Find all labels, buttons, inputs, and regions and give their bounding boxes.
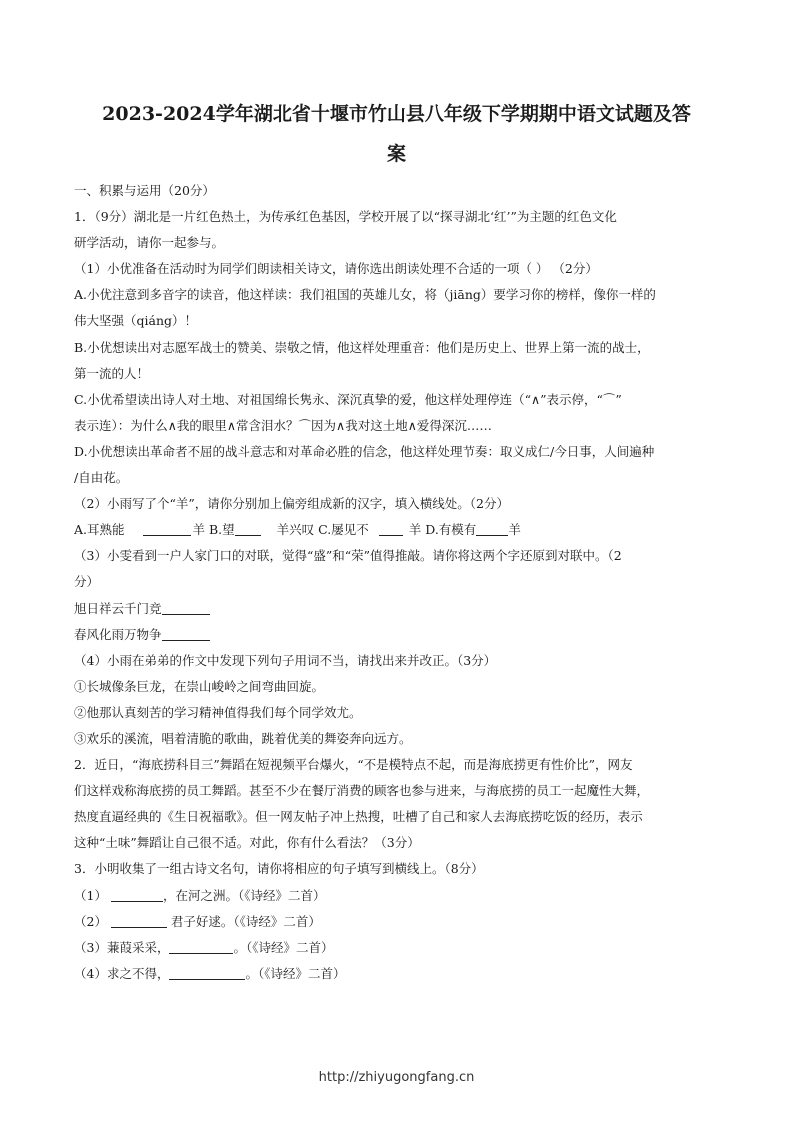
- paragraph-line: 3．小明收集了一组古诗文名句，请你将相应的句子填写到横线上。（8分）: [74, 861, 484, 877]
- answer-blank[interactable]: [111, 887, 163, 902]
- paragraph-line: 表示连）：为什么∧我的眼里∧常含泪水？⌒因为∧我对这土地∧爱得深沉……: [74, 417, 492, 433]
- paragraph-line: ①长城像条巨龙，在崇山峻岭之间弯曲回旋。: [74, 678, 325, 694]
- poem-prefix: （2）: [74, 913, 107, 929]
- option-d-char: 羊: [508, 522, 521, 538]
- poem-suffix: 君子好逑。（《诗经》二首）: [166, 913, 321, 929]
- poem-fill-line: [74, 909, 724, 935]
- option-c-char: 羊: [408, 522, 422, 538]
- poem-fill-line: [74, 883, 724, 909]
- answer-blank[interactable]: [143, 521, 191, 536]
- answer-blank[interactable]: [169, 965, 245, 980]
- poem-prefix: （4）求之不得，: [74, 965, 170, 981]
- page-title: [60, 94, 733, 174]
- document-body: [74, 178, 724, 987]
- poem-fill-line: [74, 961, 724, 987]
- option-b-text: 羊兴叹: [276, 522, 315, 538]
- paragraph-line: ②他那认真刻苦的学习精神值得我们每个同学效尤。: [74, 704, 362, 720]
- paragraph-line: B.小优想读出对志愿军战士的赞美、崇敬之情，他这样处理重音：他们是历史上、世界上第一流的战士，: [74, 339, 650, 355]
- paragraph-line: C.小优希望读出诗人对土地、对祖国绵长隽永、深沉真挚的爱，他这样处理停连（“∧”表示停，“⌒”: [74, 391, 622, 407]
- paragraph-line: 1．（9分）湖北是一片红色热土，为传承红色基因，学校开展了以“探寻湖北‘红’”为主题的红色文化: [74, 209, 617, 225]
- paragraph-line: 研学活动，请你一起参与。: [74, 235, 225, 251]
- footer-url[interactable]: http://zhiyugongfang.cn: [318, 1070, 475, 1085]
- option-b-label: B.望: [209, 522, 235, 538]
- title-line-1: 2023-2024学年湖北省十堰市竹山县八年级下学期期中语文试题及答: [102, 103, 691, 125]
- answer-blank[interactable]: [162, 626, 210, 641]
- option-c-label: C.屡见不: [318, 522, 369, 538]
- paragraph-line: 2．近日，“海底捞科目三”舞蹈在短视频平台爆火，“不是模特点不起，而是海底捞更有性价比”，网友: [74, 757, 633, 773]
- paragraph-line: （2）小雨写了个“羊”，请你分别加上偏旁组成新的汉字，填入横线处。（2分）: [74, 496, 509, 512]
- paragraph-line: （1）小优准备在活动时为同学们朗读相关诗文，请你选出朗读处理不合适的一项（ ） （2分）: [74, 261, 598, 277]
- couplet-line: [74, 622, 724, 648]
- paragraph-line: D.小优想读出革命者不屈的战斗意志和对革命必胜的信念，他这样处理节奏：取义成仁/今日事，人间遍种: [74, 443, 655, 459]
- paragraph-line: （3）小雯看到一户人家门口的对联，觉得“盛”和“荣”值得推敲。请你将这两个字还原到对联中。（2: [74, 548, 622, 564]
- paragraph-line: 伟大坚强（qiáng）！: [74, 313, 198, 329]
- paragraph-line: 热度直逼经典的《生日祝福歌》。但一网友帖子冲上热搜，吐槽了自己和家人去海底捞吃饭的经历，表示: [74, 809, 643, 825]
- poem-prefix: （1）: [74, 887, 107, 903]
- paragraph-line: A.小优注意到多音字的读音，他这样读：我们祖国的英雄儿女，将（jiāng）要学习你的榜样，像你一样的: [74, 287, 656, 303]
- paragraph-line: 们这样戏称海底捞的员工舞蹈。甚至不少在餐厅消费的顾客也参与进来，与海底捞的员工一起魔性大舞，: [74, 783, 650, 799]
- fill-blank-row: [74, 517, 724, 543]
- couplet-text: 旭日祥云千门竞: [74, 600, 162, 616]
- option-d-label: D.有模有: [425, 522, 477, 538]
- couplet-line: [74, 596, 724, 622]
- couplet-text: 春风化雨万物争: [74, 626, 162, 642]
- paragraph-line: 第一流的人！: [74, 365, 150, 381]
- poem-prefix: （3）蒹葭采采，: [74, 939, 170, 955]
- poem-fill-line: [74, 935, 724, 961]
- answer-blank[interactable]: [476, 521, 508, 536]
- title-line-2: 案: [386, 143, 406, 165]
- answer-blank[interactable]: [111, 913, 167, 928]
- answer-blank[interactable]: [169, 939, 233, 954]
- poem-suffix: 。（《诗经》二首）: [245, 965, 346, 981]
- paragraph-line: ③欢乐的溪流，唱着清脆的歌曲，跳着优美的舞姿奔向远方。: [74, 730, 412, 746]
- poem-suffix: 。（《诗经》二首）: [233, 939, 334, 955]
- option-a-char: 羊: [192, 522, 206, 538]
- answer-blank[interactable]: [235, 521, 261, 536]
- paragraph-line: （4）小雨在弟弟的作文中发现下列句子用词不当，请找出来并改正。（3分）: [74, 652, 497, 668]
- option-a-label: A.耳熟能: [74, 522, 125, 538]
- section-heading: 一、积累与运用（20分）: [74, 183, 215, 198]
- answer-blank[interactable]: [162, 600, 210, 615]
- paragraph-line: 分）: [74, 574, 100, 590]
- paragraph-line: /自由花。: [74, 470, 129, 486]
- poem-suffix: ，在河之洲。（《诗经》二首）: [162, 887, 326, 903]
- answer-blank[interactable]: [379, 521, 403, 536]
- paragraph-line: 这种“土味”舞蹈让自己很不适。对此，你有什么看法？（3分）: [74, 835, 420, 851]
